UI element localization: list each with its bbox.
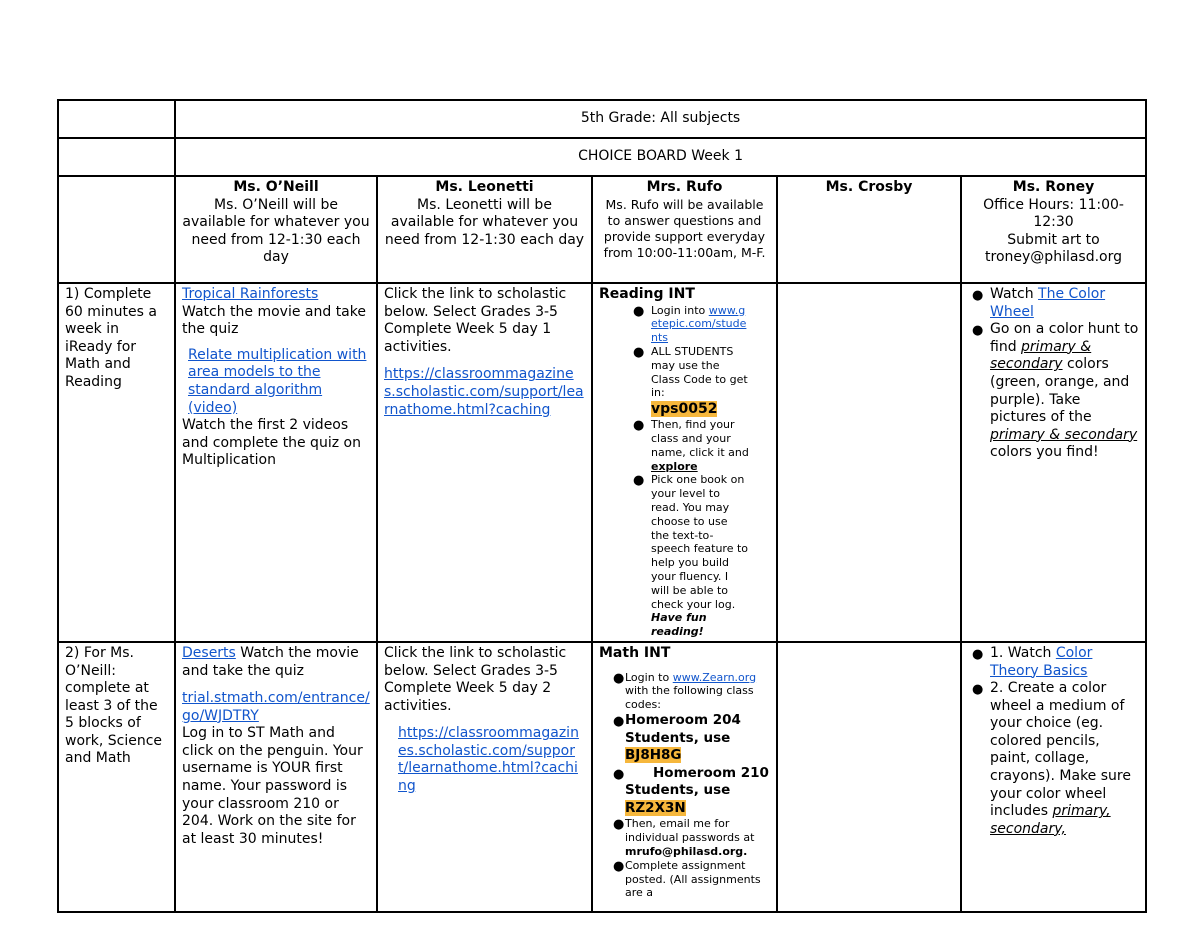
getepic-link[interactable]: www.getepic.com/students [651, 303, 747, 345]
row2-oneill [175, 642, 377, 912]
teacher-name: Ms. Roney [1012, 179, 1095, 195]
homeroom-210-code: RZ2X3N [625, 799, 686, 816]
instruction-text: Click the link to scholastic below. Select Grades 3-5 Complete Week 5 day 1 activities. [384, 286, 567, 355]
bullet-icon: ● [633, 303, 645, 319]
scholastic-link[interactable]: https://classroommagazines.scholastic.com/support/learnathome.html?caching [384, 366, 584, 418]
submit-art-note: Submit art to troney@philasd.org [985, 231, 1123, 266]
multiplication-video-link[interactable]: Relate multiplication with area models to the standard algorithm (video) [188, 346, 367, 416]
list-item: ● Then, email me for individual passwords at mrufo@philasd.org. [613, 817, 755, 859]
header-rufo [592, 176, 777, 283]
art-steps-list [968, 286, 1139, 462]
list-item: ● Homeroom 210 Students, use RZ2X3N [613, 764, 769, 816]
teacher-header-row [58, 176, 1146, 283]
bullet-icon: ● [972, 682, 984, 698]
header-leonetti [377, 176, 592, 283]
teacher-name: Ms. O’Neill [233, 179, 319, 195]
deserts-link[interactable]: Deserts [182, 644, 236, 661]
teacher-name: Ms. Leonetti [435, 179, 534, 195]
row1-rufo [592, 283, 777, 642]
instruction-text: Watch the first 2 videos and complete the quiz on Multiplication [182, 417, 361, 469]
choice-board-title: CHOICE BOARD Week 1 [175, 138, 1146, 176]
bullet-icon: ● [613, 766, 625, 782]
list-item: ● ALL STUDENTS may use the Class Code to get in: vps0052 [633, 344, 748, 418]
bullet-icon: ● [633, 344, 645, 360]
row-1 [58, 283, 1146, 642]
bullet-icon: ● [972, 288, 984, 303]
homeroom-204-code: BJ8H8G [625, 747, 682, 764]
color-wheel-link[interactable]: The Color Wheel [990, 286, 1106, 320]
bullet-icon: ● [972, 646, 984, 662]
list-item: ● Watch The Color Wheel [972, 286, 1106, 320]
header-crosby [777, 176, 961, 283]
row-label: 2) For Ms. O’Neill: complete at least 3 of the 5 blocks of work, Science and Math [58, 642, 175, 912]
empty-cell [58, 176, 175, 283]
grade-title: 5th Grade: All subjects [175, 100, 1146, 138]
row2-crosby [777, 642, 961, 912]
bullet-icon: ● [972, 323, 984, 339]
math-heading: Math INT [599, 644, 671, 661]
list-item: ● Homeroom 204 Students, use BJ8H8G [613, 711, 741, 764]
list-item: ● 1. Watch Color Theory Basics [972, 644, 1093, 679]
row-2 [58, 642, 1146, 912]
zearn-link[interactable]: www.Zearn.org [672, 670, 757, 684]
header-roney [961, 176, 1146, 283]
email-address: mrufo@philasd.org. [625, 845, 748, 859]
list-item: ● Pick one book on your level to read. You may choose to use the text-to-speech feature to help you build your fluency. I will be able to check your log. Have fun reading! [633, 473, 749, 639]
teacher-name: Ms. Crosby [825, 179, 913, 195]
list-item: ● 2. Create a color wheel a medium of your choice (eg. colored pencils, paint, collage, crayons). Make sure your color wheel includes primary, secondary, [972, 680, 1131, 837]
scholastic-link[interactable]: https://classroommagazines.scholastic.com/support/learnathome.html?caching [398, 725, 579, 795]
row2-leonetti [377, 642, 592, 912]
reading-heading: Reading INT [599, 286, 695, 302]
teacher-availability: Ms. Rufo will be available to answer questions and provide support everyday from 10:00-11:00am, M-F. [603, 196, 766, 260]
list-item: ● Login into www.getepic.com/students [633, 303, 747, 345]
stmath-link[interactable]: trial.stmath.com/entrance/go/WJDTRY [182, 690, 370, 724]
bullet-icon: ● [633, 418, 645, 434]
list-item: ● Login to www.Zearn.org with the following class codes: [613, 670, 757, 712]
bullet-icon: ● [613, 713, 625, 729]
header-oneill [175, 176, 377, 283]
office-hours: Office Hours: 11:00-12:30 [983, 196, 1124, 231]
instruction-text: Watch the movie and take the quiz [182, 303, 366, 338]
instruction-text: Click the link to scholastic below. Select Grades 3-5 Complete Week 5 day 2 activities. [384, 644, 567, 714]
reading-steps-list [599, 304, 749, 639]
empty-cell [58, 138, 175, 176]
choice-board-table [57, 99, 1147, 913]
row2-rufo [592, 642, 777, 912]
teacher-availability: Ms. Leonetti will be available for whatever you need from 12-1:30 each day [384, 196, 585, 248]
row1-crosby [777, 283, 961, 642]
row-label: 1) Complete 60 minutes a week in iReady for Math and Reading [58, 283, 175, 642]
teacher-availability: Ms. O’Neill will be available for whatever you need from 12-1:30 each day [182, 196, 370, 266]
instruction-text: Log in to ST Math and click on the penguin. Your username is YOUR first name. Your password is your classroom 210 or 204. Work on the site for at least 30 minutes! [182, 725, 363, 847]
tropical-rainforests-link[interactable]: Tropical Rainforests [182, 286, 319, 302]
empty-cell [58, 100, 175, 138]
row1-oneill [175, 283, 377, 642]
teacher-name: Mrs. Rufo [646, 179, 723, 195]
list-item: ● Go on a color hunt to find primary & secondary colors (green, orange, and purple). Take pictures of the primary & secondary colors you find! [972, 321, 1139, 461]
row1-roney [961, 283, 1146, 642]
row2-roney [961, 642, 1146, 912]
row1-leonetti [377, 283, 592, 642]
subtitle-row [58, 138, 1146, 176]
math-steps-list [599, 671, 770, 901]
bullet-icon: ● [613, 817, 625, 833]
list-item: ● Then, find your class and your name, click it and explore [633, 418, 749, 473]
bullet-icon: ● [633, 473, 645, 489]
bullet-icon: ● [613, 670, 625, 686]
list-item: ● Complete assignment posted. (All assignments are a [613, 858, 761, 900]
bullet-icon: ● [613, 858, 625, 874]
art-steps-list [968, 645, 1139, 839]
title-row [58, 100, 1146, 138]
class-code: vps0052 [651, 401, 718, 418]
color-theory-link[interactable]: Color Theory Basics [990, 644, 1093, 679]
instruction-text: Watch the movie and take the quiz [182, 644, 359, 679]
